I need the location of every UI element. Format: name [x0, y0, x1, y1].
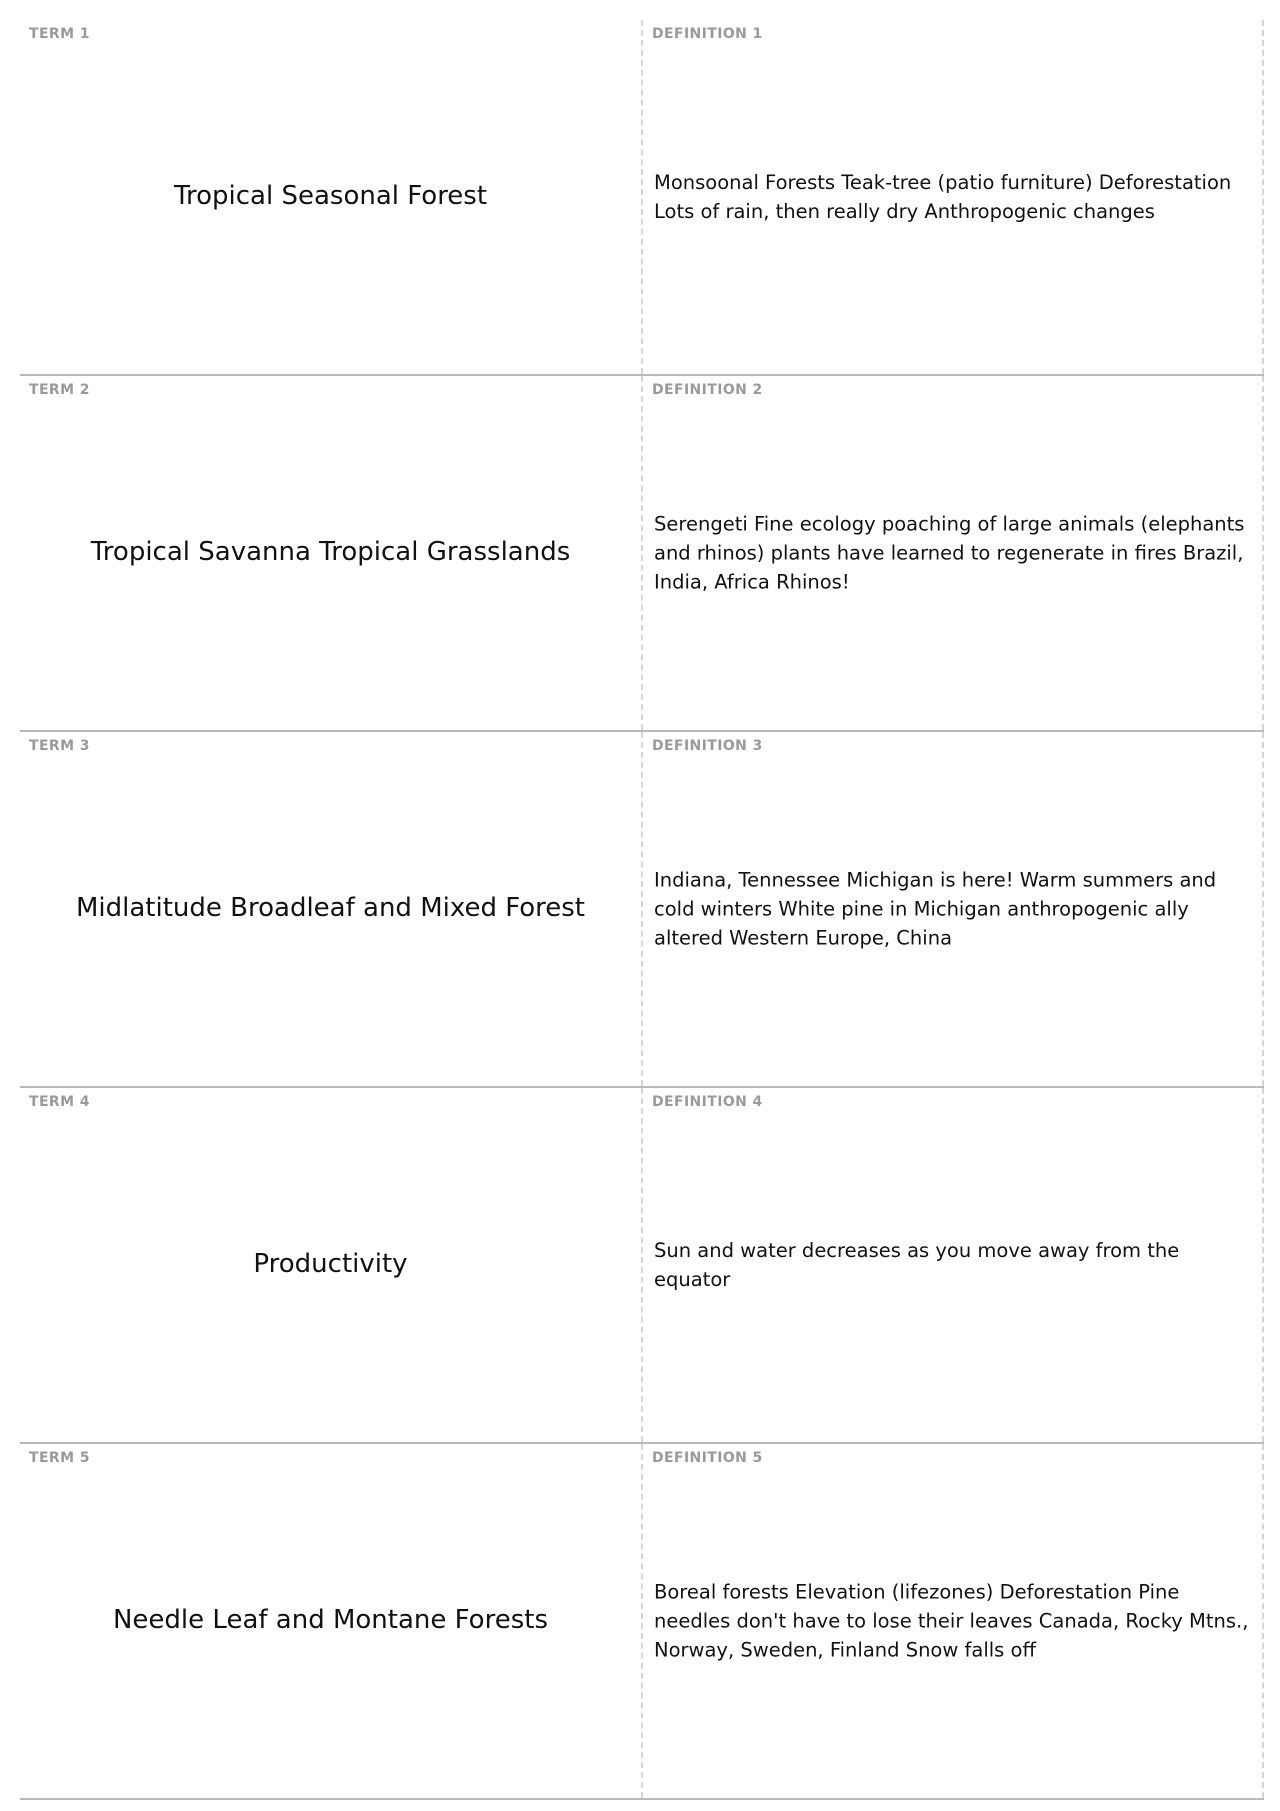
definition-label-1: DEFINITION 1	[652, 26, 763, 42]
definition-cell-3	[643, 732, 1264, 1086]
definition-text-1: Monsoonal Forests Teak-tree (patio furniture) Deforestation Lots of rain, then really dry Anthropogenic changes	[654, 171, 1232, 223]
definition-text-3: Indiana, Tennessee Michigan is here! Warm summers and cold winters White pine in Michigan anthropogenic ally altered Western Europe, China	[654, 868, 1217, 950]
flashcard-row-1	[20, 20, 1264, 376]
term-cell-5	[20, 1444, 643, 1798]
flashcard-row-4	[20, 1088, 1264, 1444]
definition-label-5: DEFINITION 5	[652, 1450, 763, 1466]
term-label-2: TERM 2	[29, 382, 90, 398]
definition-cell-1	[643, 20, 1264, 374]
term-text-4: Productivity	[253, 1249, 408, 1280]
definition-cell-4	[643, 1088, 1264, 1442]
flashcard-sheet	[20, 20, 1264, 1800]
definition-label-4: DEFINITION 4	[652, 1094, 763, 1110]
flashcard-row-5	[20, 1444, 1264, 1800]
flashcard-row-3	[20, 732, 1264, 1088]
term-cell-1	[20, 20, 643, 374]
definition-text-4: Sun and water decreases as you move away from the equator	[654, 1239, 1180, 1291]
term-label-5: TERM 5	[29, 1450, 90, 1466]
term-text-2: Tropical Savanna Tropical Grasslands	[90, 537, 571, 568]
definition-cell-2	[643, 376, 1264, 730]
term-label-3: TERM 3	[29, 738, 90, 754]
definition-label-2: DEFINITION 2	[652, 382, 763, 398]
term-cell-3	[20, 732, 643, 1086]
term-cell-4	[20, 1088, 643, 1442]
term-label-4: TERM 4	[29, 1094, 90, 1110]
definition-label-3: DEFINITION 3	[652, 738, 763, 754]
term-text-3: Midlatitude Broadleaf and Mixed Forest	[75, 893, 586, 924]
term-label-1: TERM 1	[29, 26, 90, 42]
term-text-5: Needle Leaf and Montane Forests	[112, 1605, 548, 1636]
definition-cell-5	[643, 1444, 1264, 1798]
definition-text-5: Boreal forests Elevation (lifezones) Deforestation Pine needles don't have to lose their leaves Canada, Rocky Mtns., Norway, Sweden, Finland Snow falls off	[654, 1580, 1249, 1662]
term-cell-2	[20, 376, 643, 730]
flashcard-row-2	[20, 376, 1264, 732]
term-text-1: Tropical Seasonal Forest	[173, 181, 488, 212]
definition-text-2: Serengeti Fine ecology poaching of large animals (elephants and rhinos) plants have learned to regenerate in fires Brazil, India, Africa Rhinos!	[654, 512, 1245, 594]
